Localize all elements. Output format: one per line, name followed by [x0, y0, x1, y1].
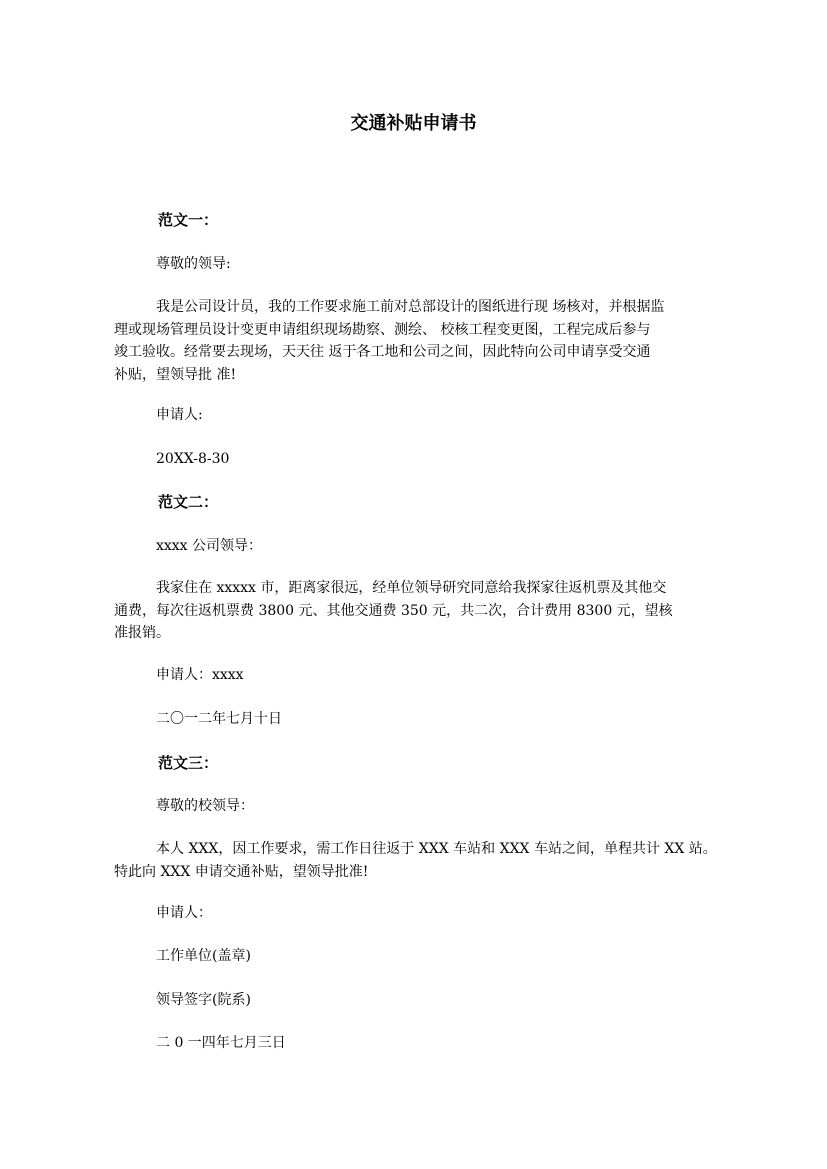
sample1-body-line: 补贴，望领导批 准!	[114, 366, 237, 383]
sample1-body	[114, 296, 706, 386]
sample2-body-line: 我家住在 xxxxx 市，距离家很远，经单位领导研究同意给我探家往返机票及其他交	[156, 580, 667, 596]
sample2-salutation: xxxx 公司领导：	[156, 538, 263, 554]
sample3-work-unit: 工作单位(盖章)	[156, 948, 251, 964]
sample3-salutation: 尊敬的校领导：	[156, 798, 254, 814]
document-title: 交通补贴申请书	[350, 113, 477, 134]
sample2-body-line: 准报销。	[114, 625, 170, 641]
sample3-body-line: 本人 XXX，因工作要求，需工作日往返于 XXX 车站和 XXX 车站之间，单程共计 XX 站。	[156, 841, 717, 857]
sample3-body	[114, 838, 717, 883]
sample1-applicant: 申请人:	[156, 407, 203, 423]
sample2-heading: 范文二：	[158, 493, 219, 511]
sample1-body-line: 理或现场管理员设计变更申请组织现场勘察、测绘、 校核工程变更图，工程完成后参与	[114, 321, 651, 338]
sample1-heading: 范文一：	[158, 211, 219, 229]
sample1-body-line: 我是公司设计员，我的工作要求施工前对总部设计的图纸进行现 场核对，并根据监	[156, 299, 665, 315]
sample3-heading: 范文三：	[158, 754, 219, 772]
sample3-leader-sign: 领导签字(院系)	[156, 992, 251, 1008]
sample1-date: 20XX-8-30	[156, 451, 230, 467]
sample2-applicant: 申请人：xxxx	[156, 667, 244, 683]
sample2-body-line: 通费，每次往返机票费 3800 元、其他交通费 350 元，共二次，合计费用 8300 元，望核	[114, 602, 673, 619]
sample1-body-line: 竣工验收。经常要去现场，天天往 返于各工地和公司之间，因此特向公司申请享受交通	[114, 344, 651, 360]
sample3-body-line: 特此向 XXX 申请交通补贴，望领导批准!	[114, 863, 369, 880]
sample1-salutation: 尊敬的领导:	[156, 256, 231, 272]
sample3-applicant: 申请人：	[156, 905, 212, 921]
sample3-date: 二 0 一四年七月三日	[156, 1035, 286, 1051]
sample2-date: 二〇一二年七月十日	[156, 711, 282, 727]
sample2-body	[114, 577, 706, 645]
